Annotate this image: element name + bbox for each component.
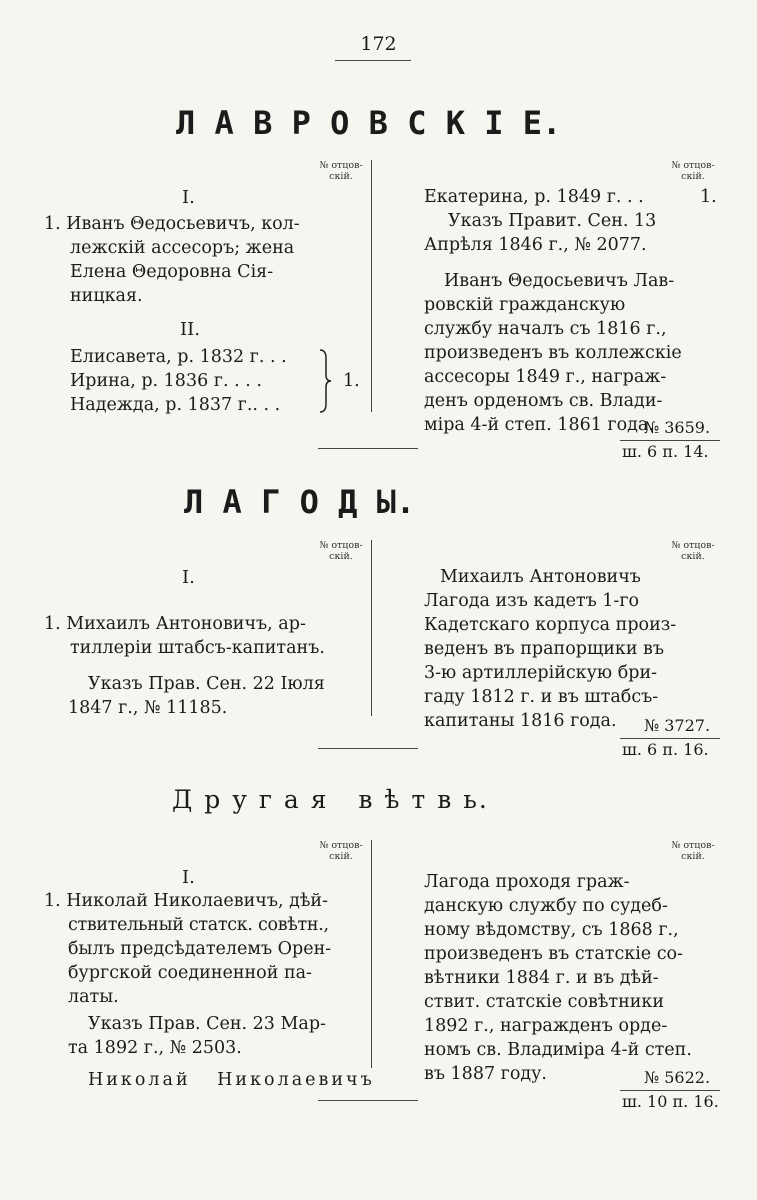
- column-header-left: № отцов- скій.: [319, 840, 363, 862]
- ref-rule: [620, 440, 720, 441]
- ukaz-line: Указъ Правит. Сен. 13: [448, 211, 657, 231]
- section-title-other-branch: Д р у г а я в ѣ т в ь.: [172, 785, 489, 814]
- shelf-reference: ш. 6 п. 14.: [622, 442, 709, 461]
- section-separator: [318, 1100, 418, 1101]
- bio-line: Иванъ Θедосьевичъ Лав-: [444, 271, 675, 291]
- bio-line: службу началъ съ 1816 г.,: [424, 319, 667, 339]
- generation-marker: I.: [182, 867, 195, 888]
- entry-line: латы.: [68, 987, 119, 1007]
- generation-marker: II.: [180, 319, 200, 340]
- bio-line: гаду 1812 г. и въ штабсъ-: [424, 687, 659, 707]
- section-separator: [318, 448, 418, 449]
- column-header-left: № отцов- скій.: [319, 540, 363, 562]
- ukaz-line: 1847 г., № 11185.: [68, 698, 228, 718]
- entry-line: ствительный статск. совѣтн.,: [68, 915, 329, 935]
- bio-line: ствит. статскіе совѣтники: [424, 992, 665, 1012]
- entry-line: былъ предсѣдателемъ Орен-: [68, 939, 332, 959]
- column-header-left: № отцов- скій.: [319, 160, 363, 182]
- generation-marker: I.: [182, 187, 195, 208]
- brace: [316, 348, 332, 414]
- entry-line: 1. Николай Николаевичъ, дѣй-: [44, 891, 328, 911]
- child-entry: Екатерина, р. 1849 г. . .: [424, 187, 644, 207]
- entry-continuation: Николай Николаевичъ: [88, 1070, 375, 1090]
- section-separator: [318, 748, 418, 749]
- bio-line: въ 1887 году.: [424, 1064, 547, 1084]
- ref-rule: [620, 1090, 720, 1091]
- ukaz-line: та 1892 г., № 2503.: [68, 1038, 242, 1058]
- father-number: 1.: [700, 187, 717, 207]
- ukaz-line: Указъ Прав. Сен. 23 Мар-: [88, 1014, 326, 1034]
- bio-line: Кадетскаго корпуса произ-: [424, 615, 677, 635]
- record-number: № 3659.: [644, 418, 711, 437]
- bio-line: ассесоры 1849 г., награж-: [424, 367, 667, 387]
- bio-line: денъ орденомъ св. Влади-: [424, 391, 663, 411]
- bio-line: Лагода проходя граж-: [424, 872, 630, 892]
- entry-line: ницкая.: [70, 286, 143, 306]
- record-number: № 5622.: [644, 1068, 711, 1087]
- column-divider: [371, 540, 372, 716]
- bio-line: міра 4-й степ. 1861 года.: [424, 415, 654, 435]
- bio-line: веденъ въ прапорщики въ: [424, 639, 665, 659]
- bio-line: 3-ю артиллерійскую бри-: [424, 663, 658, 683]
- bio-line: произведенъ въ статскіе со-: [424, 944, 683, 964]
- child-entry: Надежда, р. 1837 г.. . .: [70, 395, 281, 415]
- bio-line: произведенъ въ коллежскіе: [424, 343, 682, 363]
- column-header-right: № отцов- скій.: [671, 160, 715, 182]
- bio-line: капитаны 1816 года.: [424, 711, 617, 731]
- bio-line: Михаилъ Антоновичъ: [440, 567, 641, 587]
- entry-line: 1. Михаилъ Антоновичъ, ар-: [44, 614, 306, 634]
- bio-line: 1892 г., награжденъ орде-: [424, 1016, 668, 1036]
- page-number: 172: [360, 33, 397, 55]
- bio-line: ному вѣдомству, съ 1868 г.,: [424, 920, 679, 940]
- child-entry: Ирина, р. 1836 г. . . .: [70, 371, 262, 391]
- generation-marker: I.: [182, 567, 195, 588]
- record-number: № 3727.: [644, 716, 711, 735]
- ukaz-line: Указъ Прав. Сен. 22 Іюля: [88, 674, 325, 694]
- entry-line: тиллеріи штабсъ-капитанъ.: [70, 638, 325, 658]
- column-header-right: № отцов- скій.: [671, 540, 715, 562]
- bio-line: данскую службу по судеб-: [424, 896, 668, 916]
- column-divider: [371, 160, 372, 412]
- entry-line: бургской соединенной па-: [68, 963, 312, 983]
- section-title-lavrovskie: Л А В Р О В С К I Е.: [176, 104, 562, 142]
- father-number: 1.: [343, 371, 360, 391]
- shelf-reference: ш. 10 п. 16.: [622, 1092, 719, 1111]
- bio-line: ровскій гражданскую: [424, 295, 626, 315]
- child-entry: Елисавета, р. 1832 г. . .: [70, 347, 287, 367]
- column-header-right: № отцов- скій.: [671, 840, 715, 862]
- bio-line: вѣтники 1884 г. и въ дѣй-: [424, 968, 659, 988]
- entry-line: Елена Θедоровна Сiя-: [70, 262, 274, 282]
- entry-line: лежскій ассесоръ; жена: [70, 238, 295, 258]
- bio-line: Лагода изъ кадетъ 1-го: [424, 591, 640, 611]
- ukaz-line: Апрѣля 1846 г., № 2077.: [424, 235, 647, 255]
- page-number-rule: [335, 60, 411, 61]
- column-divider: [371, 840, 372, 1068]
- section-title-lagody: Л А Г О Д Ы.: [184, 483, 416, 521]
- shelf-reference: ш. 6 п. 16.: [622, 740, 709, 759]
- bio-line: номъ св. Владиміра 4-й степ.: [424, 1040, 692, 1060]
- ref-rule: [620, 738, 720, 739]
- entry-line: 1. Иванъ Θедосьевичъ, кол-: [44, 214, 300, 234]
